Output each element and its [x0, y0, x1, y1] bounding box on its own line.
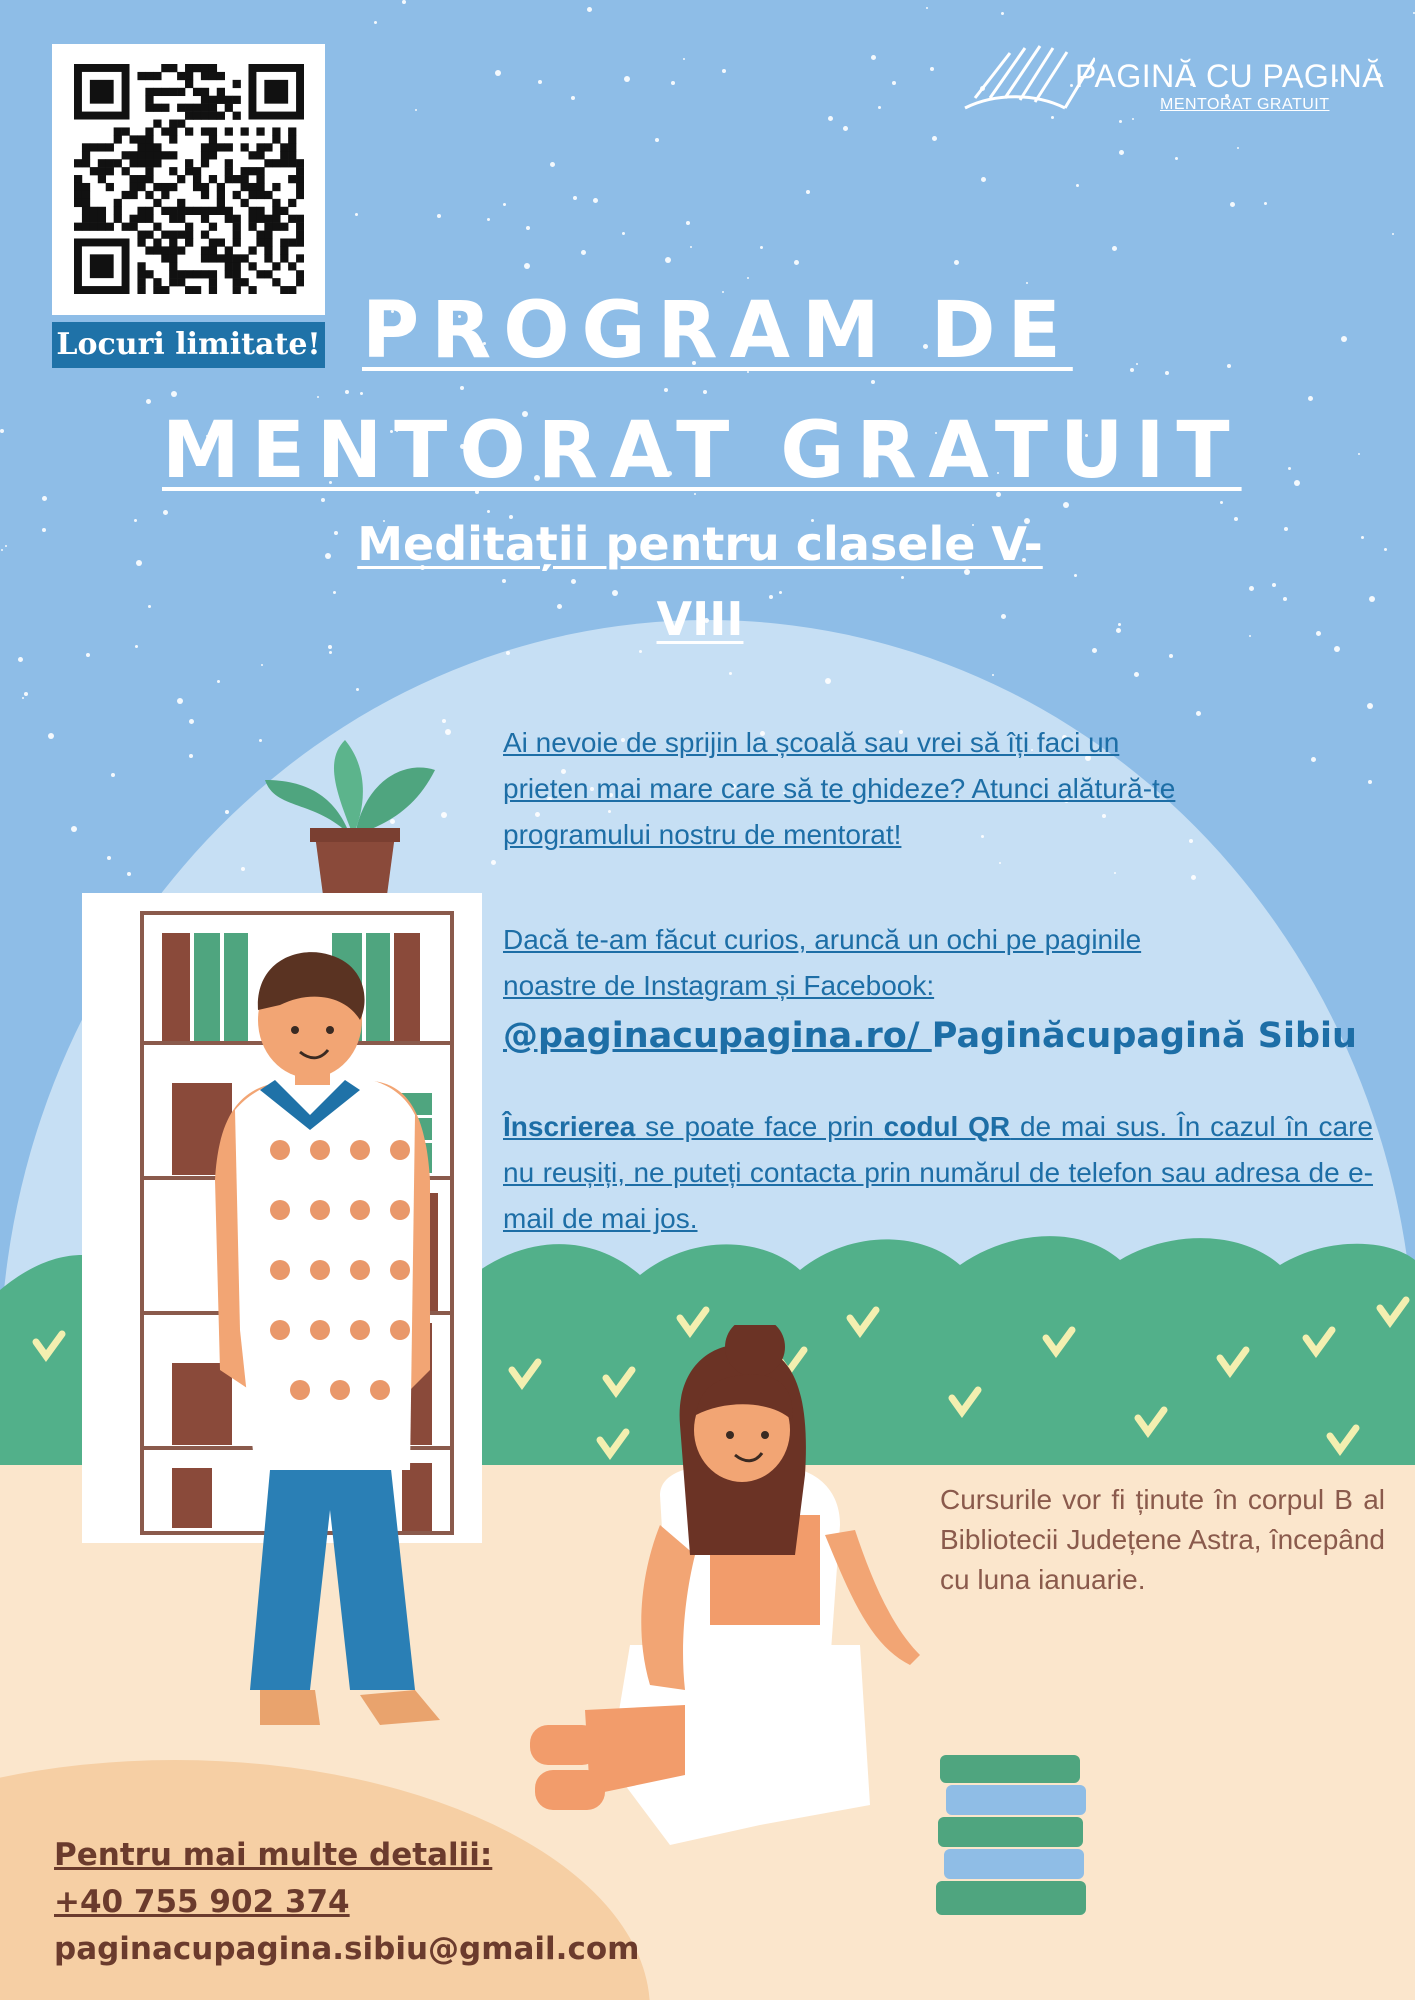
star: [442, 719, 446, 723]
star: [1308, 396, 1313, 401]
star: [345, 390, 349, 394]
star: [538, 80, 542, 84]
star: [225, 810, 229, 814]
star: [355, 213, 358, 216]
star: [503, 203, 506, 206]
star: [217, 680, 220, 683]
star: [550, 162, 555, 167]
star: [491, 860, 496, 865]
star: [487, 218, 490, 221]
star: [1361, 536, 1364, 539]
star: [1311, 757, 1316, 762]
star: [5, 545, 7, 547]
star: [683, 58, 685, 60]
star: [135, 645, 138, 648]
star: [1189, 839, 1193, 843]
boy-figure-icon: [160, 950, 500, 1770]
limited-spots-badge: Locuri limitate!: [52, 322, 325, 368]
star: [445, 729, 451, 735]
star: [1076, 184, 1079, 187]
star: [1132, 118, 1134, 120]
star: [1234, 517, 1238, 521]
star: [177, 698, 183, 704]
star: [374, 21, 377, 24]
star: [760, 246, 763, 249]
star: [1130, 368, 1134, 372]
star: [1367, 703, 1373, 709]
star: [0, 429, 4, 433]
star: [932, 136, 937, 141]
star: [1191, 875, 1196, 880]
logo: [955, 38, 1385, 118]
instagram-handle-link[interactable]: @paginacupagina.ro/: [503, 1016, 932, 1056]
contact-email-link[interactable]: paginacupagina.sibiu@gmail.com: [54, 1931, 640, 1967]
star: [1334, 646, 1340, 652]
star: [111, 773, 115, 777]
star: [1272, 583, 1276, 587]
star: [954, 260, 959, 265]
star: [1249, 635, 1251, 637]
star: [127, 872, 131, 876]
star: [189, 719, 194, 724]
star: [571, 96, 575, 100]
star: [892, 81, 896, 85]
star: [1092, 648, 1097, 653]
star: [1134, 672, 1139, 677]
star: [1114, 872, 1116, 874]
star: [1175, 157, 1178, 160]
star: [930, 67, 934, 71]
star: [1237, 147, 1239, 149]
signup-word: Înscrierea: [503, 1111, 636, 1142]
star: [1074, 574, 1077, 577]
star: [901, 576, 904, 579]
star: [878, 106, 881, 109]
star: [1369, 596, 1375, 602]
signup-mid: se poate face prin: [635, 1111, 884, 1142]
star: [624, 76, 630, 82]
star: [1165, 371, 1169, 375]
star: [1284, 527, 1288, 531]
star: [665, 257, 671, 263]
signup-paragraph: [503, 1104, 1373, 1242]
star: [686, 221, 690, 225]
contact-phone-link[interactable]: +40 755 902 374: [54, 1884, 350, 1920]
contact-block: [54, 1832, 639, 1973]
signup-rest: de mai sus. În cazul în care nu reușiți, ne puteți contacta prin numărul de telefon sau adresa de e-mail de mai jos.: [503, 1111, 1373, 1234]
star: [134, 519, 137, 522]
star: [1358, 453, 1360, 455]
logo-subtitle: MENTORAT GRATUIT: [1160, 96, 1330, 113]
star: [1119, 150, 1124, 155]
intro-paragraph: Ai nevoie de sprijin la școală sau vrei să îți faci un prieten mai mare care să te ghideze? Atunci alătură-te programului nostru de mentorat!: [503, 727, 1176, 850]
star: [107, 856, 111, 860]
star: [71, 826, 77, 832]
star: [502, 579, 506, 583]
star: [981, 177, 986, 182]
star: [806, 190, 810, 194]
star: [1230, 202, 1235, 207]
star: [163, 510, 168, 515]
star: [241, 867, 245, 871]
star: [460, 386, 464, 390]
star: [317, 396, 319, 398]
facebook-handle-link[interactable]: Paginăcupagină Sibiu: [931, 1016, 1357, 1056]
star: [593, 198, 598, 203]
star: [415, 109, 417, 111]
star: [999, 862, 1001, 864]
star: [1196, 711, 1201, 716]
star: [1112, 246, 1117, 251]
star: [171, 391, 177, 397]
star: [321, 498, 325, 502]
social-paragraph: Dacă te-am făcut curios, aruncă un ochi pe paginile noastre de Instagram și Facebook:: [503, 924, 1142, 1001]
star: [526, 226, 530, 230]
star: [622, 232, 625, 235]
star: [42, 496, 47, 501]
star: [1264, 202, 1267, 205]
star: [703, 390, 707, 394]
star: [1119, 120, 1122, 123]
star: [1368, 780, 1372, 784]
star: [1316, 631, 1321, 636]
star: [1288, 467, 1291, 470]
star: [581, 250, 586, 255]
star: [1392, 233, 1394, 235]
star: [1001, 12, 1004, 15]
star: [871, 380, 875, 384]
star: [871, 55, 876, 60]
star: [42, 528, 46, 532]
star: [360, 392, 363, 395]
book-stack-icon: [930, 1745, 1110, 1925]
star: [729, 672, 732, 675]
star: [18, 657, 23, 662]
star: [828, 116, 833, 121]
star: [1116, 628, 1121, 633]
plant-icon: [255, 740, 455, 900]
headline-line2: MENTORAT GRATUIT: [162, 406, 1242, 496]
star: [722, 69, 726, 73]
star: [571, 579, 576, 584]
star: [1026, 282, 1028, 284]
star: [825, 678, 831, 684]
star: [1063, 502, 1069, 508]
star: [261, 664, 263, 666]
star: [1169, 654, 1173, 658]
star: [495, 70, 501, 76]
star: [506, 651, 510, 655]
star: [1220, 501, 1223, 504]
star: [1294, 480, 1300, 486]
star: [487, 510, 490, 513]
headline-line1: PROGRAM DE: [362, 286, 1073, 376]
star: [655, 138, 659, 142]
star: [1384, 548, 1387, 551]
star: [189, 754, 193, 758]
open-book-icon: [955, 38, 1095, 118]
star: [146, 399, 151, 404]
star: [136, 560, 142, 566]
star: [1283, 597, 1287, 601]
star: [843, 126, 848, 131]
star: [1118, 623, 1121, 626]
star: [1341, 336, 1347, 342]
star: [690, 246, 692, 248]
girl-figure-icon: [510, 1325, 990, 1885]
qr-code[interactable]: [52, 44, 325, 315]
subtitle-line1: Meditații pentru clasele V-: [357, 517, 1043, 571]
star: [524, 263, 530, 269]
star: [1, 549, 3, 551]
star: [148, 605, 151, 608]
star: [1227, 364, 1231, 368]
signup-qr: codul QR: [883, 1111, 1011, 1142]
contact-heading: Pentru mai multe detalii:: [54, 1837, 493, 1873]
star: [747, 277, 749, 279]
star: [926, 7, 928, 9]
star: [639, 650, 642, 653]
star: [437, 214, 441, 218]
star: [671, 81, 675, 85]
star: [1249, 586, 1254, 591]
star: [329, 651, 332, 654]
star: [86, 653, 90, 657]
star: [22, 697, 24, 699]
qr-code-icon: [74, 64, 304, 294]
star: [587, 7, 592, 12]
logo-title: PAGINĂ CU PAGINĂ: [1075, 58, 1385, 94]
star: [48, 733, 54, 739]
star: [992, 674, 994, 676]
subtitle-line2: VIII: [656, 592, 744, 646]
venue-info: Cursurile vor fi ținute în corpul B al Bibliotecii Județene Astra, începând cu luna ianuarie.: [940, 1484, 1385, 1595]
star: [1136, 363, 1138, 365]
star: [794, 260, 799, 265]
star: [573, 196, 577, 200]
star: [402, 0, 406, 4]
star: [356, 688, 359, 691]
star: [24, 692, 28, 696]
social-handles: [503, 1016, 1403, 1056]
star: [664, 388, 668, 392]
